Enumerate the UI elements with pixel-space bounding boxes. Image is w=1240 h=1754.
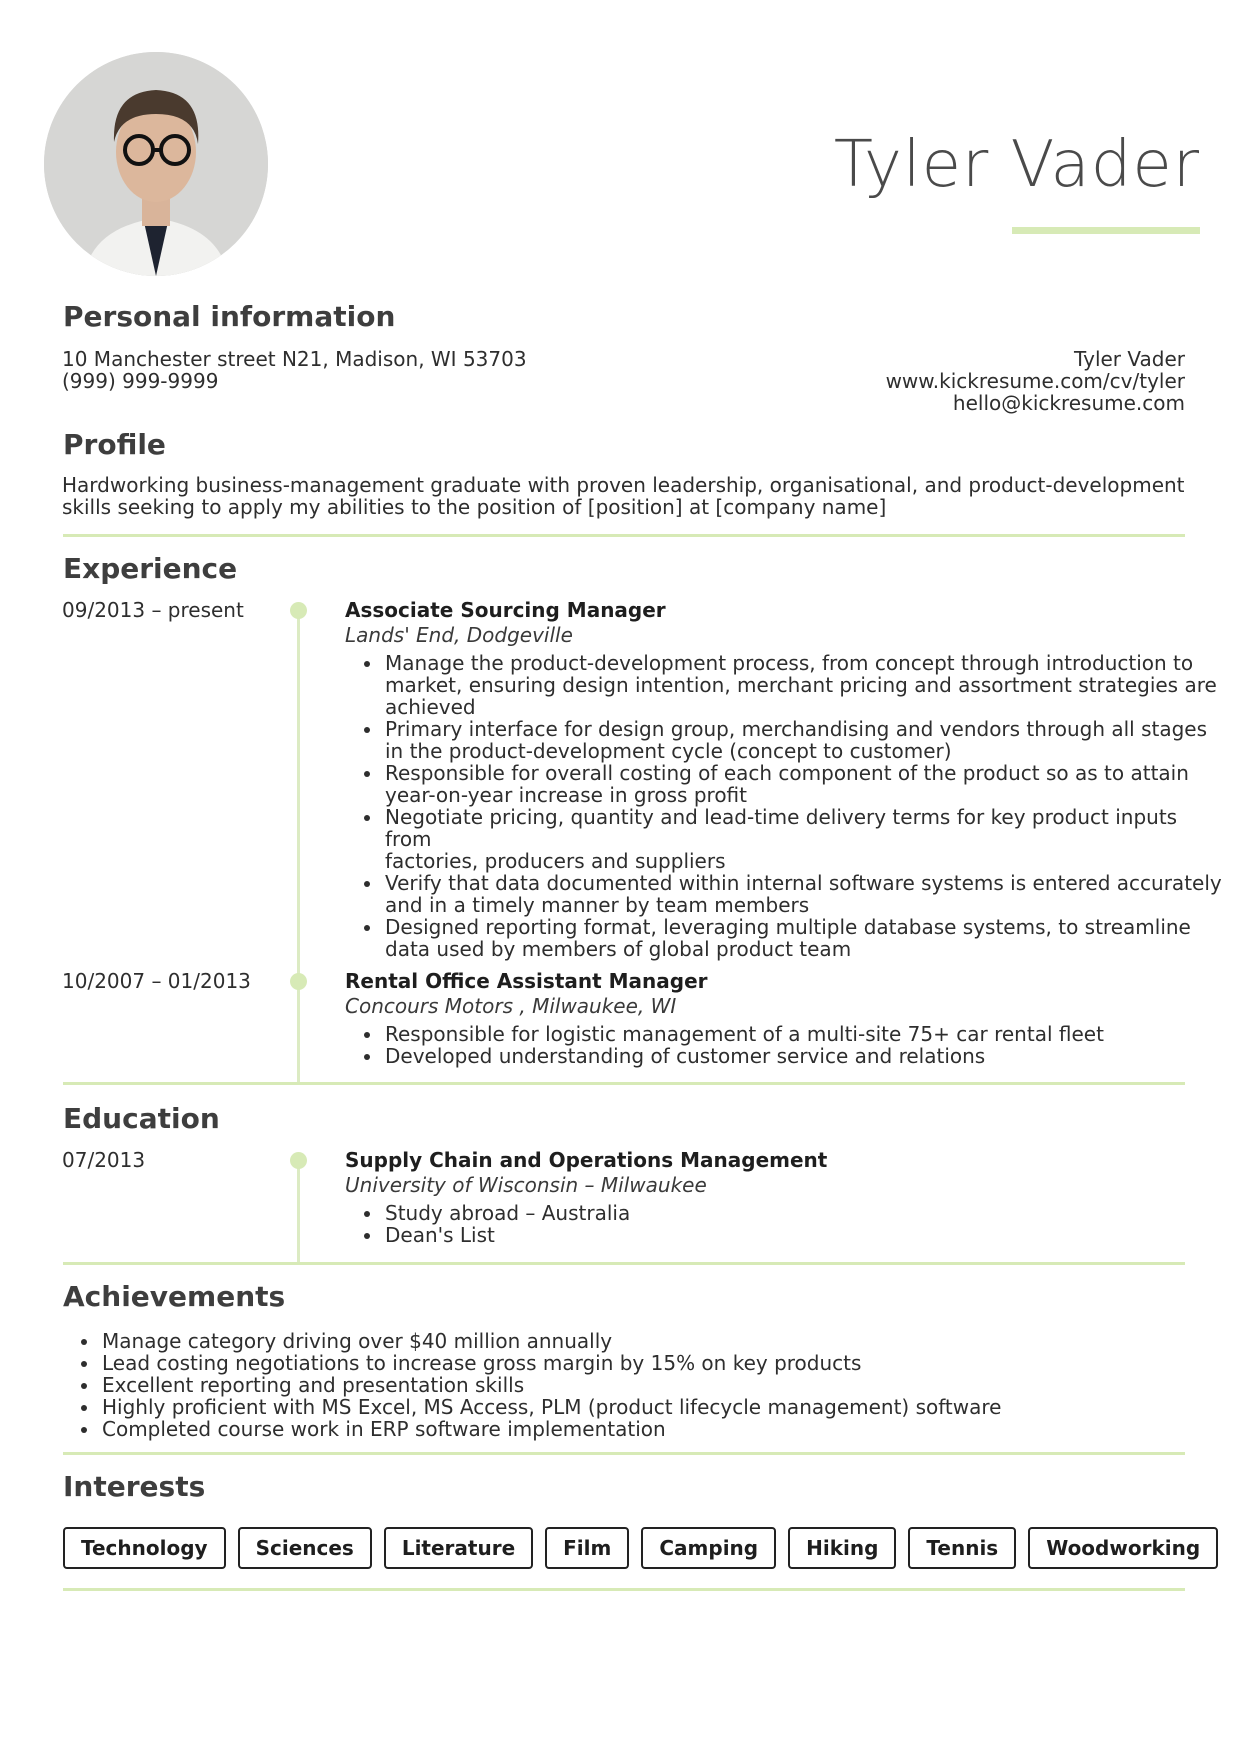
- job-title: Rental Office Assistant Manager: [345, 969, 708, 993]
- list-item: Negotiate pricing, quantity and lead-time delivery terms for key product inputs from factories, producers and suppliers: [385, 806, 1225, 872]
- education-school: University of Wisconsin – Milwaukee: [345, 1173, 707, 1197]
- job-date: 10/2007 – 01/2013: [62, 969, 251, 993]
- list-item: Highly proficient with MS Excel, MS Access, PLM (product lifecycle management) software: [102, 1396, 1222, 1418]
- list-item: Lead costing negotiations to increase gross margin by 15% on key products: [102, 1352, 1222, 1374]
- education-date: 07/2013: [62, 1148, 146, 1172]
- list-item: Manage category driving over $40 million annually: [102, 1330, 1222, 1352]
- divider: [63, 1452, 1185, 1455]
- email-link[interactable]: hello@kickresume.com: [952, 391, 1185, 415]
- list-item: Responsible for overall costing of each component of the product so as to attain year-on-year increase in gross profit: [385, 762, 1225, 806]
- list-item: Completed course work in ERP software implementation: [102, 1418, 1222, 1440]
- list-item: Excellent reporting and presentation skills: [102, 1374, 1222, 1396]
- section-title-profile: Profile: [63, 428, 166, 461]
- section-title-experience: Experience: [63, 552, 238, 585]
- phone: (999) 999-9999: [62, 369, 219, 393]
- list-item: Manage the product-development process, from concept through introduction to market, ensuring design intention, merchant pricing and assortment strategies are achieved: [385, 652, 1225, 718]
- list-item: Verify that data documented within internal software systems is entered accurately and in a timely manner by team members: [385, 872, 1225, 916]
- list-item: Designed reporting format, leveraging multiple database systems, to streamline data used by members of global product team: [385, 916, 1225, 960]
- job-bullets: [345, 1023, 1225, 1067]
- list-item: Responsible for logistic management of a multi-site 75+ car rental fleet: [385, 1023, 1225, 1045]
- job-title: Associate Sourcing Manager: [345, 598, 666, 622]
- section-title-education: Education: [63, 1102, 220, 1135]
- interest-tag: Hiking: [788, 1527, 896, 1569]
- address: 10 Manchester street N21, Madison, WI 53703: [62, 347, 527, 371]
- section-title-interests: Interests: [63, 1470, 206, 1503]
- website-link[interactable]: www.kickresume.com/cv/tyler: [885, 369, 1185, 393]
- timeline-dot: [290, 973, 307, 990]
- list-item: Study abroad – Australia: [385, 1202, 1225, 1224]
- education-degree: Supply Chain and Operations Management: [345, 1148, 828, 1172]
- list-item: Dean's List: [385, 1224, 1225, 1246]
- profile-line-2: skills seeking to apply my abilities to the position of [position] at [company name]: [62, 495, 887, 519]
- timeline-line: [297, 610, 300, 1082]
- section-title-achievements: Achievements: [63, 1280, 286, 1313]
- timeline-dot: [290, 1152, 307, 1169]
- interest-tag: Technology: [63, 1527, 226, 1569]
- interest-tag: Tennis: [908, 1527, 1016, 1569]
- education-bullets: [345, 1202, 1225, 1246]
- section-title-personal: Personal information: [63, 300, 396, 333]
- contact-name: Tyler Vader: [1074, 347, 1185, 371]
- divider: [63, 1082, 1185, 1085]
- divider: [63, 1588, 1185, 1591]
- divider: [63, 534, 1185, 537]
- divider: [63, 1262, 1185, 1265]
- timeline-dot: [290, 602, 307, 619]
- name-accent-bar: [1012, 227, 1200, 234]
- interest-tag: Camping: [641, 1527, 776, 1569]
- candidate-name: Tyler Vader: [833, 128, 1200, 202]
- list-item: Primary interface for design group, merchandising and vendors through all stages in the product-development cycle (concept to customer): [385, 718, 1225, 762]
- job-bullets: [345, 652, 1225, 960]
- timeline-line: [297, 1160, 300, 1262]
- list-item: Developed understanding of customer service and relations: [385, 1045, 1225, 1067]
- interest-tag: Sciences: [238, 1527, 372, 1569]
- achievements-list: [62, 1330, 1222, 1440]
- profile-photo: [44, 52, 268, 276]
- portrait-illustration: [44, 52, 268, 276]
- interests-list: [63, 1527, 1218, 1569]
- profile-line-1: Hardworking business-management graduate with proven leadership, organisational, and product-development: [62, 473, 1185, 497]
- interest-tag: Film: [545, 1527, 629, 1569]
- job-company: Lands' End, Dodgeville: [345, 623, 573, 647]
- interest-tag: Woodworking: [1028, 1527, 1218, 1569]
- job-date: 09/2013 – present: [62, 598, 244, 622]
- job-company: Concours Motors , Milwaukee, WI: [345, 994, 677, 1018]
- interest-tag: Literature: [384, 1527, 533, 1569]
